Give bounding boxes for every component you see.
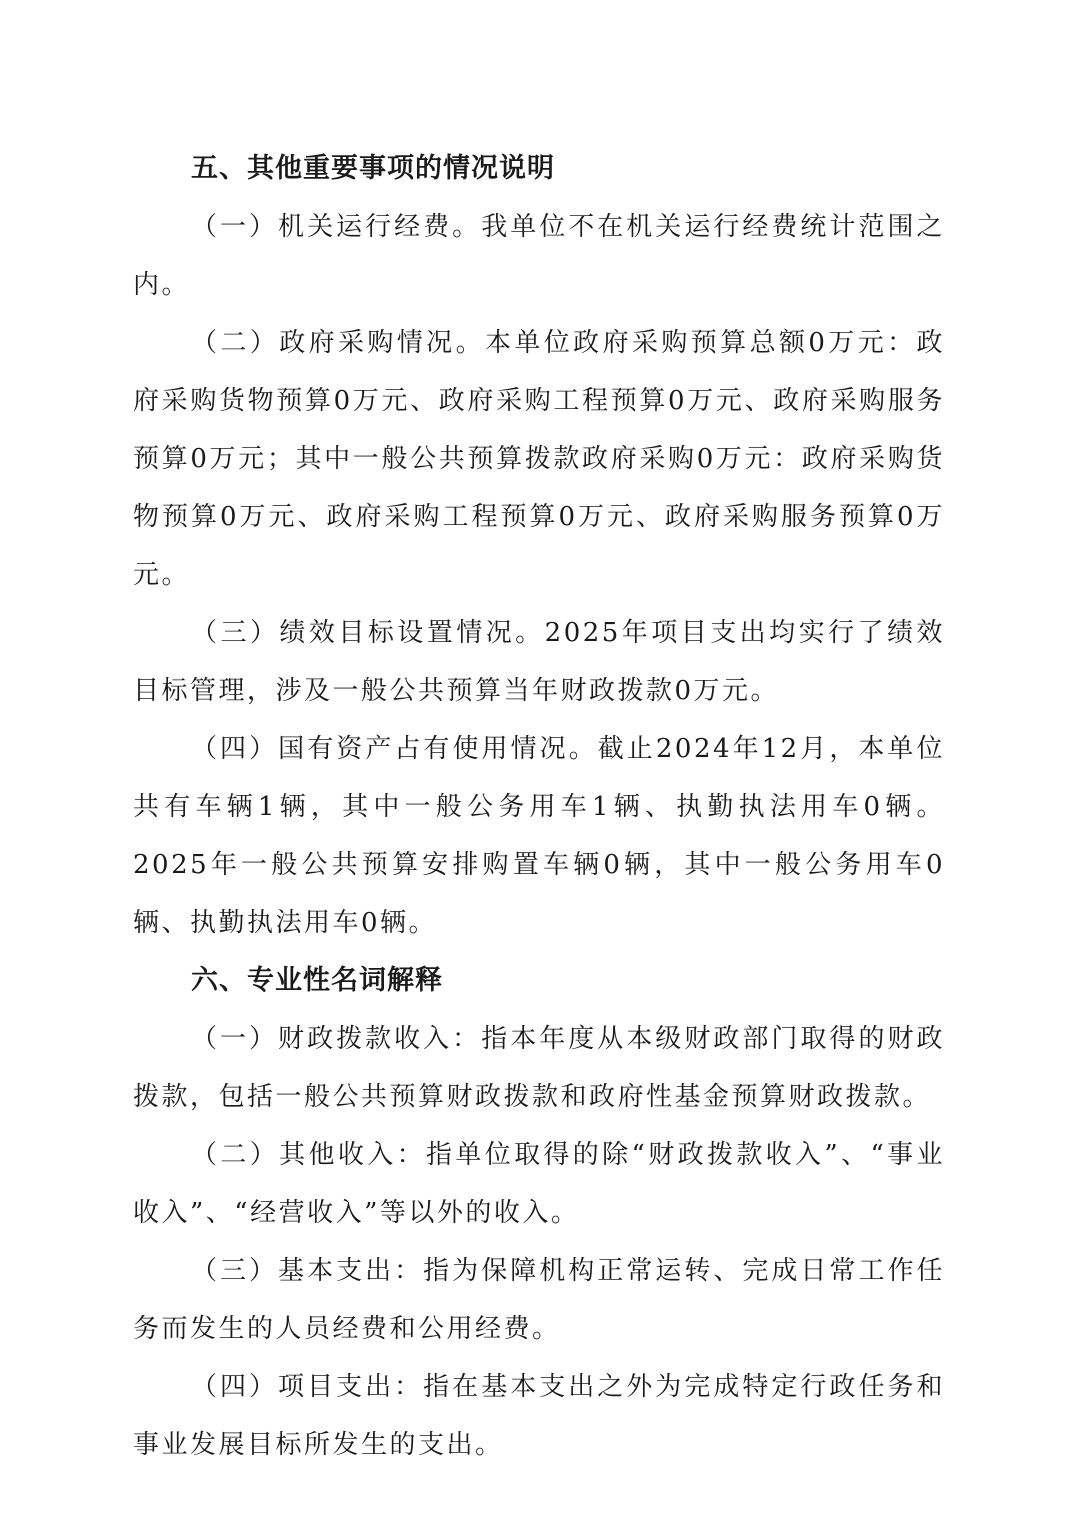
paragraph-fiscal-appropriation-income: （一）财政拨款收入：指本年度从本级财政部门取得的财政拨款，包括一般公共预算财政拨款和政府性基金预算财政拨款。 (133, 1024, 945, 1112)
section-heading-terminology: 六、专业性名词解释 (191, 965, 443, 996)
section-heading-other-matters: 五、其他重要事项的情况说明 (191, 153, 555, 184)
paragraph-performance-targets: （三）绩效目标设置情况。2025年项目支出均实行了绩效目标管理，涉及一般公共预算当年财政拨款0万元。 (133, 618, 945, 706)
paragraph-basic-expenditure: （三）基本支出：指为保障机构正常运转、完成日常工作任务而发生的人员经费和公用经费。 (133, 1256, 945, 1344)
paragraph-state-assets: （四）国有资产占有使用情况。截止2024年12月，本单位共有车辆1辆，其中一般公务用车1辆、执勤执法用车0辆。2025年一般公共预算安排购置车辆0辆，其中一般公务用车0辆、执勤执法用车0辆。 (133, 734, 945, 938)
paragraph-government-procurement: （二）政府采购情况。本单位政府采购预算总额0万元：政府采购货物预算0万元、政府采购工程预算0万元、政府采购服务预算0万元；其中一般公共预算拨款政府采购0万元：政府采购货物预算0万元、政府采购工程预算0万元、政府采购服务预算0万元。 (133, 328, 945, 590)
document-body (133, 140, 945, 1474)
paragraph-operating-expenses: （一）机关运行经费。我单位不在机关运行经费统计范围之内。 (133, 212, 945, 300)
paragraph-project-expenditure: （四）项目支出：指在基本支出之外为完成特定行政任务和事业发展目标所发生的支出。 (133, 1372, 945, 1460)
paragraph-other-income: （二）其他收入：指单位取得的除“财政拨款收入”、“事业收入”、“经营收入”等以外的收入。 (133, 1140, 945, 1228)
